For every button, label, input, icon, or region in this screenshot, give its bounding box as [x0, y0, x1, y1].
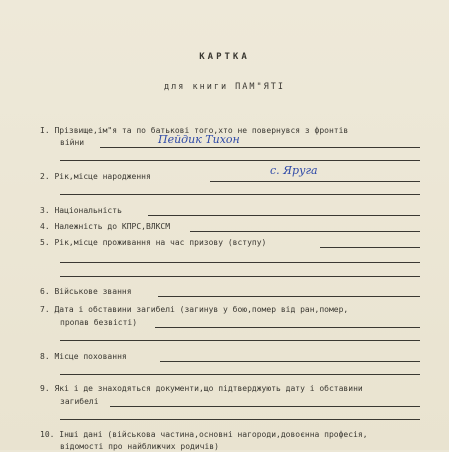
item-9-label-cont: загибелі: [60, 397, 99, 406]
item-8-line: [160, 361, 420, 362]
item-6-label: 6. Військове звання: [40, 287, 132, 296]
item-10-label: 10. Інші дані (військова частина,основні нагороди,довоєнна професія,: [40, 430, 368, 439]
item-2-line-2: [60, 194, 420, 195]
item-8-line-2: [60, 374, 420, 375]
item-5-line-2: [60, 262, 420, 263]
item-4-label: 4. Належність до КПРС,ВЛКСМ: [40, 222, 171, 231]
item-10-label-cont: відомості про найближчих родичів): [60, 442, 219, 451]
form-subtitle: для книги ПАМ"ЯТІ: [164, 82, 285, 92]
form-title: КАРТКА: [199, 52, 250, 62]
item-7-label: 7. Дата і обставини загибелі (загинув у бою,помер від ран,помер,: [40, 305, 349, 314]
item-9-line-2: [60, 419, 420, 420]
item-8-label: 8. Місце поховання: [40, 352, 127, 361]
item-9-line: [110, 406, 420, 407]
item-3-label: 3. Національність: [40, 206, 122, 215]
item-6-line: [158, 296, 420, 297]
item-7-line-2: [60, 340, 420, 341]
item-4-line: [190, 231, 420, 232]
handwritten-name: Пейдик Тихон: [158, 133, 240, 146]
item-5-line: [320, 247, 420, 248]
item-1-line-2: [60, 160, 420, 161]
item-5-label: 5. Рік,місце проживання на час призову (вступу): [40, 238, 267, 247]
item-3-line: [148, 215, 420, 216]
item-2-label: 2. Рік,місце народження: [40, 172, 151, 181]
handwritten-birthplace: с. Яруга: [270, 164, 318, 177]
item-1-label-cont: війни: [60, 138, 85, 147]
item-9-label: 9. Які і де знаходяться документи,що підтверджують дату і обставини: [40, 384, 363, 393]
item-5-line-3: [60, 276, 420, 277]
item-7-label-cont: пропав безвісті): [60, 318, 138, 327]
item-7-line: [155, 327, 420, 328]
item-1-line: [100, 147, 420, 148]
item-1-label: І. Прізвище,ім"я та по батькові того,хто не повернувся з фронтів: [40, 126, 349, 135]
item-2-line: [210, 181, 420, 182]
